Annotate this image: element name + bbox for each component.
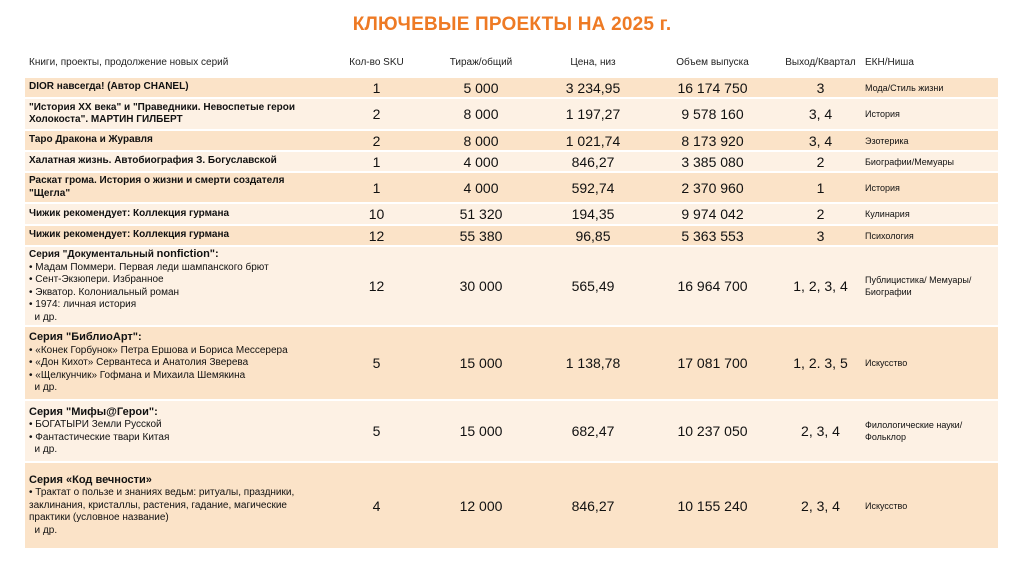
release-cell: 2, 3, 4 (780, 462, 861, 548)
volume-cell: 9 974 042 (645, 203, 780, 225)
book-title: Раскат грома. История о жизни и смерти создателя "Щегла" (25, 172, 332, 203)
table-row (25, 225, 998, 246)
series-item: • БОГАТЫРИ Земли Русской (29, 419, 162, 430)
sku-cell: 4 (332, 462, 421, 548)
book-title: "История ХХ века" и "Праведники. Невоспетые герои Холокоста". МАРТИН ГИЛБЕРТ (25, 98, 332, 130)
series-item: и др. (29, 382, 58, 394)
print-run-cell: 12 000 (421, 462, 541, 548)
sku-cell: 1 (332, 77, 421, 98)
header-volume: Объем выпуска (676, 56, 749, 68)
series-title: Серия "Документальный (29, 249, 157, 260)
sku-cell: 2 (332, 130, 421, 151)
projects-table (25, 48, 998, 548)
header-sku: Кол-во SKU (349, 56, 404, 68)
series-item: • Мадам Поммери. Первая леди шампанского брют (29, 261, 269, 273)
volume-cell: 9 578 160 (645, 98, 780, 130)
series-cell (25, 246, 332, 326)
volume-cell: 10 237 050 (645, 400, 780, 462)
series-item: • Трактат о пользе и знаниях ведьм: ритуалы, праздники, заклинания, кристаллы, растения, гадание, магические практики (условное название) (29, 487, 295, 524)
series-item: • «Щелкунчик» Гофмана и Михаила Шемякина (29, 369, 246, 381)
sku-cell: 5 (332, 400, 421, 462)
price-cell: 592,74 (541, 172, 645, 203)
release-cell: 2 (780, 203, 861, 225)
volume-cell: 10 155 240 (645, 462, 780, 548)
series-title: Серия «Код вечности» (29, 473, 152, 486)
print-run-cell: 55 380 (421, 225, 541, 246)
sku-cell: 12 (332, 225, 421, 246)
sku-cell: 5 (332, 326, 421, 400)
release-cell: 1, 2, 3, 4 (780, 246, 861, 326)
niche-cell: Филологические науки/ Фольклор (861, 400, 998, 462)
release-cell: 2, 3, 4 (780, 400, 861, 462)
volume-cell: 2 370 960 (645, 172, 780, 203)
header-price: Цена, низ (570, 56, 616, 68)
print-run-cell: 5 000 (421, 77, 541, 98)
price-cell: 846,27 (541, 462, 645, 548)
print-run-cell: 15 000 (421, 326, 541, 400)
header-books: Книги, проекты, продолжение новых серий (29, 56, 229, 68)
release-cell: 3, 4 (780, 130, 861, 151)
book-title: Таро Дракона и Журавля (25, 130, 332, 151)
release-cell: 3 (780, 225, 861, 246)
header-print-run: Тираж/общий (449, 56, 513, 68)
print-run-cell: 4 000 (421, 172, 541, 203)
header-niche: ЕКН/Ниша (865, 56, 914, 68)
table-row (25, 326, 998, 400)
niche-cell: Биографии/Мемуары (861, 151, 998, 172)
niche-cell: Искусство (861, 326, 998, 400)
table-header-row (25, 48, 998, 77)
print-run-cell: 8 000 (421, 98, 541, 130)
series-title-bold: nonfiction": (156, 248, 219, 260)
niche-cell: Кулинария (861, 203, 998, 225)
volume-cell: 16 174 750 (645, 77, 780, 98)
release-cell: 3, 4 (780, 98, 861, 130)
series-item: • «Дон Кихот» Сервантеса и Анатолия Зверева (29, 357, 249, 369)
price-cell: 682,47 (541, 400, 645, 462)
series-item: • Сент-Экзюпери. Избранное (29, 274, 164, 285)
volume-cell: 17 081 700 (645, 326, 780, 400)
sku-cell: 10 (332, 203, 421, 225)
sku-cell: 2 (332, 98, 421, 130)
niche-cell: Мода/Стиль жизни (861, 77, 998, 98)
price-cell: 1 197,27 (541, 98, 645, 130)
release-cell: 1, 2. 3, 5 (780, 326, 861, 400)
release-cell: 1 (780, 172, 861, 203)
volume-cell: 8 173 920 (645, 130, 780, 151)
header-release: Выход/Квартал (785, 56, 856, 68)
series-title: Серия "Мифы@Герои": (29, 405, 158, 418)
table-row (25, 172, 998, 203)
print-run-cell: 4 000 (421, 151, 541, 172)
series-item: и др. (29, 524, 58, 536)
series-item: • «Конек Горбунок» Петра Ершова и Бориса Мессерера (29, 344, 288, 356)
price-cell: 846,27 (541, 151, 645, 172)
series-cell (25, 462, 332, 548)
price-cell: 1 138,78 (541, 326, 645, 400)
table-row (25, 98, 998, 130)
series-item: и др. (29, 444, 58, 455)
price-cell: 194,35 (541, 203, 645, 225)
price-cell: 3 234,95 (541, 77, 645, 98)
book-title: Чижик рекомендует: Коллекция гурмана (25, 203, 332, 225)
table-row (25, 130, 998, 151)
sku-cell: 1 (332, 151, 421, 172)
price-cell: 96,85 (541, 225, 645, 246)
table-row (25, 151, 998, 172)
niche-cell: Публицистика/ Мемуары/ Биографии (861, 246, 998, 326)
series-item: • 1974: личная история (29, 299, 137, 310)
print-run-cell: 8 000 (421, 130, 541, 151)
volume-cell: 3 385 080 (645, 151, 780, 172)
volume-cell: 16 964 700 (645, 246, 780, 326)
series-cell (25, 400, 332, 462)
release-cell: 2 (780, 151, 861, 172)
price-cell: 1 021,74 (541, 130, 645, 151)
release-cell: 3 (780, 77, 861, 98)
book-title: Чижик рекомендует: Коллекция гурмана (25, 225, 332, 246)
page-title: КЛЮЧЕВЫЕ ПРОЕКТЫ НА 2025 г. (352, 14, 672, 35)
print-run-cell: 15 000 (421, 400, 541, 462)
table-row (25, 400, 998, 462)
sku-cell: 1 (332, 172, 421, 203)
sku-cell: 12 (332, 246, 421, 326)
volume-cell: 5 363 553 (645, 225, 780, 246)
table-row (25, 246, 998, 326)
book-title: Халатная жизнь. Автобиография З. Богуславской (25, 151, 332, 172)
niche-cell: Психология (861, 225, 998, 246)
table-row (25, 77, 998, 98)
niche-cell: История (861, 98, 998, 130)
table-row (25, 462, 998, 548)
series-item: • Фантастические твари Китая (29, 431, 170, 443)
book-title: DIOR навсегда! (Автор CHANEL) (25, 77, 332, 98)
series-cell (25, 326, 332, 400)
niche-cell: Искусство (861, 462, 998, 548)
niche-cell: Эзотерика (861, 130, 998, 151)
niche-cell: История (861, 172, 998, 203)
table-row (25, 203, 998, 225)
print-run-cell: 30 000 (421, 246, 541, 326)
series-title: Серия "БиблиоАрт": (29, 331, 142, 344)
print-run-cell: 51 320 (421, 203, 541, 225)
series-item: • Экватор. Колониальный роман (29, 286, 180, 298)
series-item: и др. (29, 311, 58, 323)
price-cell: 565,49 (541, 246, 645, 326)
